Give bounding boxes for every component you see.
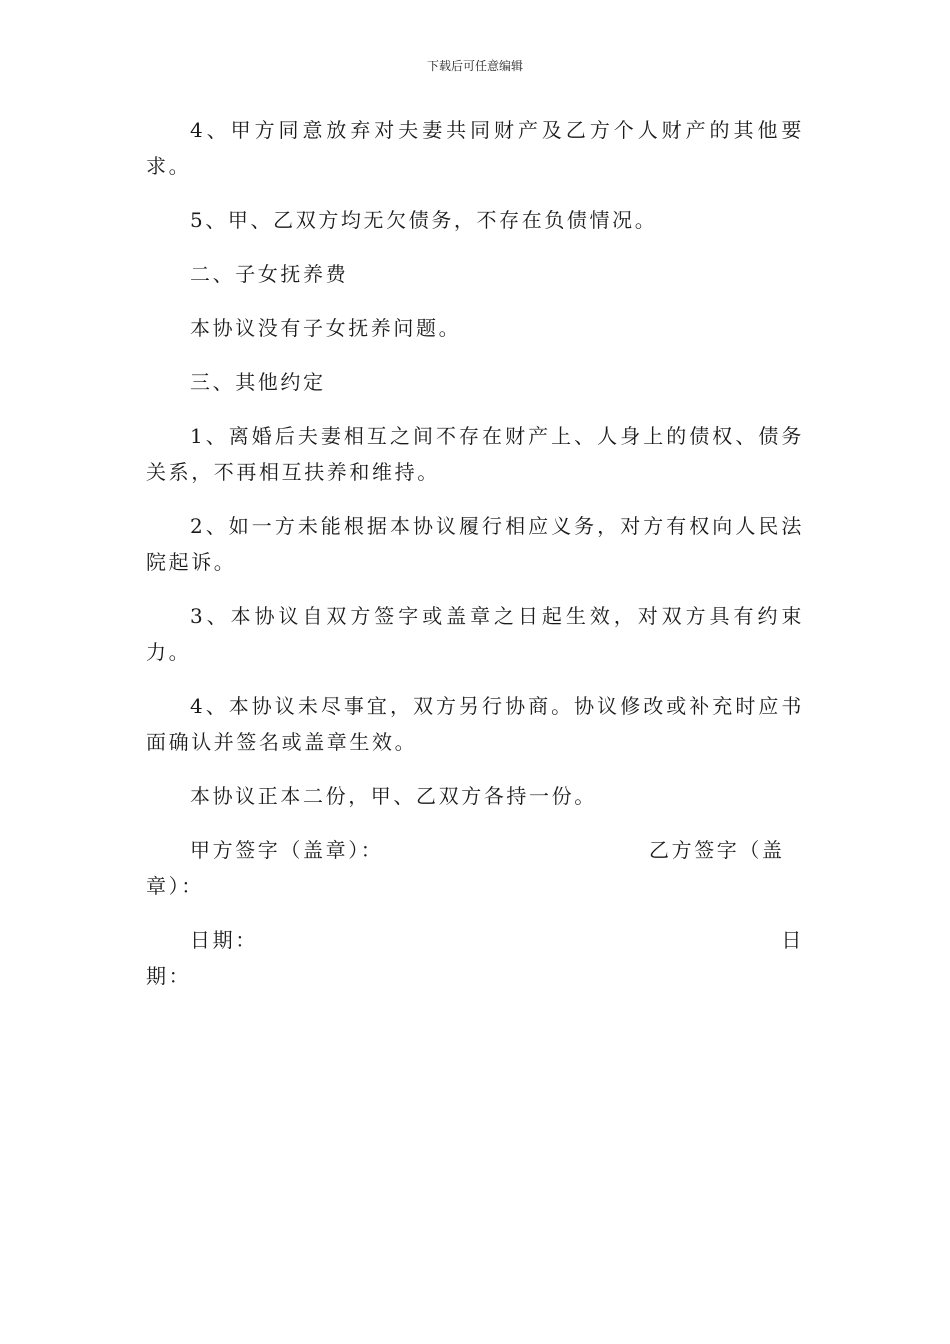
clause-effective-date: 3、本协议自双方签字或盖章之日起生效，对双方具有约束力。 [146,604,804,664]
section-heading-child-support: 二、子女抚养费 [190,262,349,286]
clause-no-debt: 5、甲、乙双方均无欠债务，不存在负债情况。 [190,208,658,232]
header-text: 下载后可任意编辑 [426,59,523,73]
clause-court-enforcement: 2、如一方未能根据本协议履行相应义务，对方有权向人民法院起诉。 [146,514,804,574]
clause-copies: 本协议正本二份，甲、乙双方各持一份。 [190,784,597,808]
page-header [0,57,950,75]
document-body [146,112,804,1012]
date-row [146,922,804,994]
clause-no-mutual-obligations: 1、离婚后夫妻相互之间不存在财产上、人身上的债权、债务关系，不再相互扶养和维持。 [146,424,804,484]
clause-property-waiver: 4、甲方同意放弃对夫妻共同财产及乙方个人财产的其他要求。 [146,118,804,178]
section-heading-other-terms: 三、其他约定 [190,370,326,394]
party-b-signature-label: 乙方签字（盖 [649,838,785,862]
clause-amendments: 4、本协议未尽事宜，双方另行协商。协议修改或补充时应书面确认并签名或盖章生效。 [146,694,804,754]
party-b-signature-label-cont: 章）： [146,874,204,898]
party-b-date-label-cont: 期： [146,964,192,988]
clause-no-child-support: 本协议没有子女抚养问题。 [190,316,462,340]
party-a-date-label: 日期： [190,928,258,952]
party-a-signature-label: 甲方签字（盖章）： [190,838,384,862]
party-b-date-label: 日 [781,928,804,952]
signature-row [146,832,804,904]
